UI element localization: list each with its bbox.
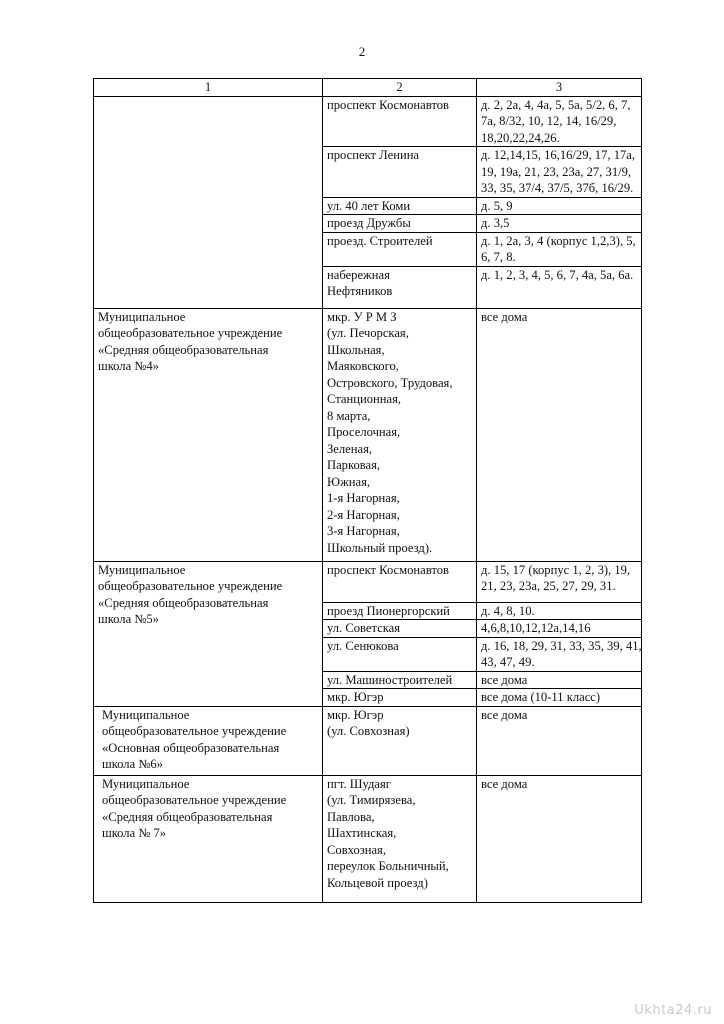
school-4-houses: все дома [477,308,642,561]
header-row [94,79,642,97]
school-6-streets: мкр. Югэр (ул. Совхозная) [323,706,477,775]
houses-cell: д. 1, 2, 3, 4, 5, 6, 7, 4а, 5а, 6а. [477,266,642,308]
street-cell: проезд Пионергорский [323,602,477,620]
school-4-streets: мкр. У Р М З (ул. Печорская, Школьная, Маяковского, Островского, Трудовая, Станционная, 8 марта, Проселочная, Зеленая, Парковая, Южная, 1-я Нагорная, 2-я Нагорная, 3-я Нагорная, Школьный проезд). [323,308,477,561]
street-cell: ул. Сенюкова [323,637,477,671]
houses-cell: д. 16, 18, 29, 31, 33, 35, 39, 41, 43, 47, 49. [477,637,642,671]
street-cell: проспект Космонавтов [323,561,477,602]
table-row-school-5 [94,561,642,602]
school-cell-continued [94,96,323,308]
houses-cell: 4,6,8,10,12,12а,14,16 [477,620,642,638]
houses-cell: д. 5, 9 [477,197,642,215]
houses-cell: все дома (10-11 класс) [477,689,642,707]
street-cell: ул. Советская [323,620,477,638]
header-col-3: 3 [477,79,642,97]
school-4-name: Муниципальное общеобразовательное учреждение «Средняя общеобразовательная школа №4» [94,308,323,561]
table-row [94,96,642,147]
school-7-streets: пгт. Шудаяг (ул. Тимирязева, Павлова, Шахтинская, Совхозная, переулок Больничный, Кольцевой проезд) [323,775,477,902]
houses-cell: д. 12,14,15, 16,16/29, 17, 17а, 19, 19а, 21, 23, 23а, 27, 31/9, 33, 35, 37/4, 37/5, 37б, 16/29. [477,147,642,198]
street-cell: набережная Нефтяников [323,266,477,308]
houses-cell: д. 4, 8, 10. [477,602,642,620]
street-cell: проспект Ленина [323,147,477,198]
school-5-name: Муниципальное общеобразовательное учреждение «Средняя общеобразовательная школа №5» [94,561,323,706]
street-cell: мкр. Югэр [323,689,477,707]
school-6-houses: все дома [477,706,642,775]
watermark-logo: Ukhta24.ru [634,1003,712,1018]
table-row-school-4 [94,308,642,561]
header-col-1: 1 [94,79,323,97]
houses-cell: д. 1, 2а, 3, 4 (корпус 1,2,3), 5, 6, 7, 8. [477,232,642,266]
houses-cell: все дома [477,671,642,689]
street-cell: проезд. Строителей [323,232,477,266]
street-cell: ул. Машиностроителей [323,671,477,689]
school-7-name: Муниципальное общеобразовательное учреждение «Средняя общеобразовательная школа № 7» [94,775,323,902]
table-row-school-7 [94,775,642,902]
table-row-school-6 [94,706,642,775]
school-6-name: Муниципальное общеобразовательное учреждение «Основная общеобразовательная школа №6» [94,706,323,775]
street-cell: ул. 40 лет Коми [323,197,477,215]
page-number: 2 [358,44,366,59]
houses-cell: д. 2, 2а, 4, 4а, 5, 5а, 5/2, 6, 7, 7а, 8/32, 10, 12, 14, 16/29, 18,20,22,24,26. [477,96,642,147]
houses-cell: д. 15, 17 (корпус 1, 2, 3), 19, 21, 23, 23а, 25, 27, 29, 31. [477,561,642,602]
houses-cell: д. 3,5 [477,215,642,233]
school-districts-table [93,78,642,903]
header-col-2: 2 [323,79,477,97]
street-cell: проспект Космонавтов [323,96,477,147]
street-cell: проезд Дружбы [323,215,477,233]
school-7-houses: все дома [477,775,642,902]
